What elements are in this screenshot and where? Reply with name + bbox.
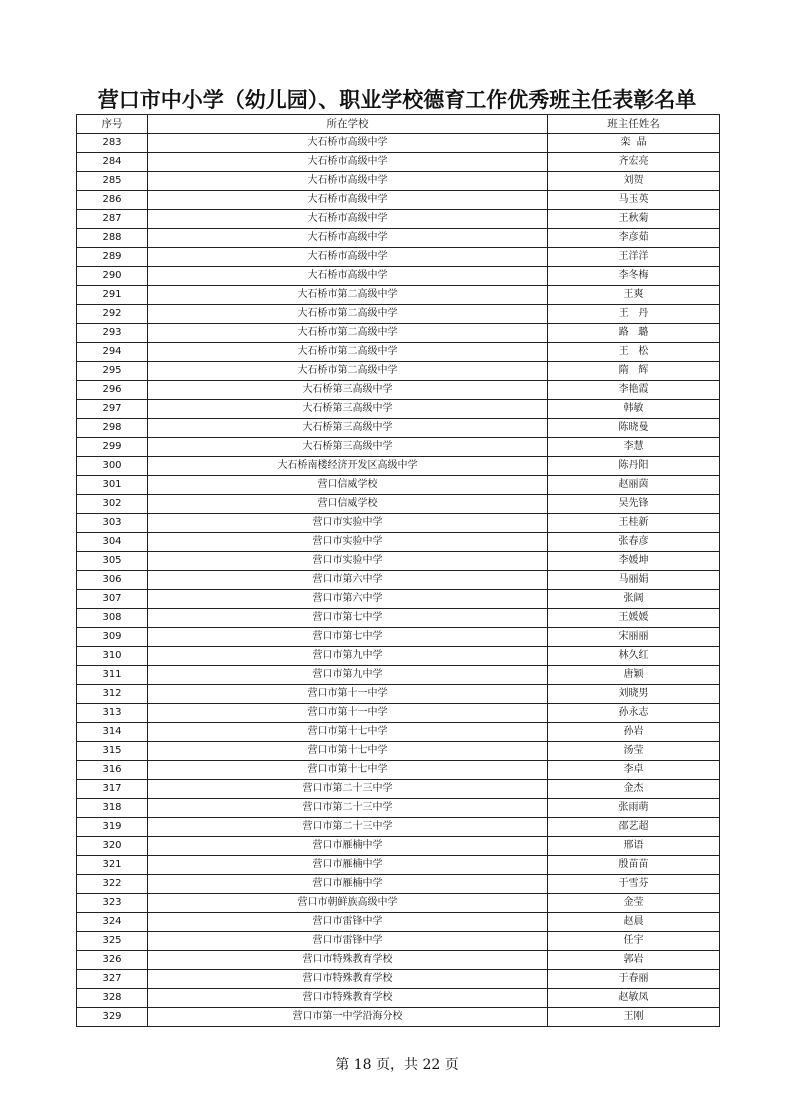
- cell-school: 大石桥市第二高级中学: [148, 362, 548, 381]
- cell-school: 营口信威学校: [148, 476, 548, 495]
- cell-teacher-name: 马丽娟: [548, 571, 720, 590]
- table-row: [77, 153, 720, 172]
- cell-teacher-name: 吴先锋: [548, 495, 720, 514]
- cell-teacher-name: 马玉英: [548, 191, 720, 210]
- cell-index: 325: [77, 932, 148, 951]
- cell-school: 营口市第九中学: [148, 666, 548, 685]
- cell-teacher-name: 王爽: [548, 286, 720, 305]
- cell-school: 大石桥第三高级中学: [148, 400, 548, 419]
- cell-index: 284: [77, 153, 148, 172]
- cell-index: 313: [77, 704, 148, 723]
- cell-school: 营口市第一中学沿海分校: [148, 1008, 548, 1027]
- cell-teacher-name: 王 松: [548, 343, 720, 362]
- cell-school: 营口市第二十三中学: [148, 780, 548, 799]
- cell-teacher-name: 孙岩: [548, 723, 720, 742]
- cell-school: 营口市特殊教育学校: [148, 970, 548, 989]
- table-row: [77, 191, 720, 210]
- cell-index: 324: [77, 913, 148, 932]
- table-row: [77, 362, 720, 381]
- cell-teacher-name: 张雨萌: [548, 799, 720, 818]
- cell-teacher-name: 殷苗苗: [548, 856, 720, 875]
- cell-index: 291: [77, 286, 148, 305]
- cell-index: 293: [77, 324, 148, 343]
- cell-teacher-name: 王 丹: [548, 305, 720, 324]
- table-row: [77, 856, 720, 875]
- cell-index: 287: [77, 210, 148, 229]
- table-row: [77, 685, 720, 704]
- cell-index: 285: [77, 172, 148, 191]
- table-row: [77, 799, 720, 818]
- cell-school: 营口市朝鲜族高级中学: [148, 894, 548, 913]
- cell-school: 营口市第七中学: [148, 628, 548, 647]
- cell-index: 306: [77, 571, 148, 590]
- table-row: [77, 742, 720, 761]
- cell-school: 大石桥市高级中学: [148, 229, 548, 248]
- table-row: [77, 875, 720, 894]
- cell-index: 301: [77, 476, 148, 495]
- cell-index: 307: [77, 590, 148, 609]
- cell-index: 288: [77, 229, 148, 248]
- cell-index: 311: [77, 666, 148, 685]
- cell-teacher-name: 栾 晶: [548, 134, 720, 153]
- cell-teacher-name: 于春丽: [548, 970, 720, 989]
- cell-index: 296: [77, 381, 148, 400]
- cell-school: 大石桥第三高级中学: [148, 419, 548, 438]
- cell-index: 294: [77, 343, 148, 362]
- cell-index: 298: [77, 419, 148, 438]
- cell-school: 营口市雁楠中学: [148, 875, 548, 894]
- cell-index: 323: [77, 894, 148, 913]
- table-row: [77, 438, 720, 457]
- cell-school: 营口市第十七中学: [148, 723, 548, 742]
- table-row: [77, 134, 720, 153]
- cell-teacher-name: 张春彦: [548, 533, 720, 552]
- cell-school: 大石桥市第二高级中学: [148, 286, 548, 305]
- cell-school: 营口市第十一中学: [148, 685, 548, 704]
- cell-school: 大石桥市高级中学: [148, 134, 548, 153]
- table-row: [77, 761, 720, 780]
- cell-school: 大石桥南楼经济开发区高级中学: [148, 457, 548, 476]
- cell-school: 大石桥市第二高级中学: [148, 343, 548, 362]
- cell-teacher-name: 李冬梅: [548, 267, 720, 286]
- cell-teacher-name: 李媛坤: [548, 552, 720, 571]
- cell-school: 大石桥市高级中学: [148, 210, 548, 229]
- cell-teacher-name: 王洋洋: [548, 248, 720, 267]
- cell-teacher-name: 王桂新: [548, 514, 720, 533]
- table-body: [77, 134, 720, 1027]
- cell-school: 营口市实验中学: [148, 552, 548, 571]
- table-row: [77, 609, 720, 628]
- cell-school: 大石桥市高级中学: [148, 267, 548, 286]
- cell-teacher-name: 邢语: [548, 837, 720, 856]
- table-row: [77, 666, 720, 685]
- table-row: [77, 210, 720, 229]
- cell-school: 营口市第十七中学: [148, 742, 548, 761]
- cell-school: 大石桥市高级中学: [148, 191, 548, 210]
- cell-teacher-name: 王媛媛: [548, 609, 720, 628]
- cell-index: 314: [77, 723, 148, 742]
- cell-teacher-name: 隋 辉: [548, 362, 720, 381]
- table-row: [77, 780, 720, 799]
- table-row: [77, 894, 720, 913]
- cell-school: 营口市第九中学: [148, 647, 548, 666]
- cell-teacher-name: 汤莹: [548, 742, 720, 761]
- table-row: [77, 324, 720, 343]
- cell-teacher-name: 郭岩: [548, 951, 720, 970]
- honor-roll-table: [76, 114, 720, 1027]
- cell-index: 319: [77, 818, 148, 837]
- table-row: [77, 514, 720, 533]
- table-header-row: [77, 115, 720, 134]
- cell-school: 大石桥市第二高级中学: [148, 324, 548, 343]
- cell-teacher-name: 金杰: [548, 780, 720, 799]
- cell-teacher-name: 王秋菊: [548, 210, 720, 229]
- table-row: [77, 571, 720, 590]
- cell-teacher-name: 赵丽茵: [548, 476, 720, 495]
- cell-teacher-name: 陈丹阳: [548, 457, 720, 476]
- cell-index: 312: [77, 685, 148, 704]
- cell-index: 297: [77, 400, 148, 419]
- cell-school: 大石桥市第二高级中学: [148, 305, 548, 324]
- cell-index: 303: [77, 514, 148, 533]
- cell-school: 营口市雁楠中学: [148, 837, 548, 856]
- cell-teacher-name: 李慧: [548, 438, 720, 457]
- cell-index: 299: [77, 438, 148, 457]
- table-row: [77, 286, 720, 305]
- cell-teacher-name: 李卓: [548, 761, 720, 780]
- cell-school: 大石桥市高级中学: [148, 248, 548, 267]
- cell-index: 289: [77, 248, 148, 267]
- table-row: [77, 476, 720, 495]
- table-row: [77, 970, 720, 989]
- cell-index: 292: [77, 305, 148, 324]
- cell-school: 大石桥第三高级中学: [148, 438, 548, 457]
- cell-index: 305: [77, 552, 148, 571]
- cell-teacher-name: 陈晓曼: [548, 419, 720, 438]
- table-row: [77, 400, 720, 419]
- table-row: [77, 229, 720, 248]
- cell-index: 315: [77, 742, 148, 761]
- cell-school: 营口市第十一中学: [148, 704, 548, 723]
- cell-index: 316: [77, 761, 148, 780]
- table-row: [77, 989, 720, 1008]
- table-row: [77, 305, 720, 324]
- table-row: [77, 419, 720, 438]
- table-row: [77, 1008, 720, 1027]
- table-row: [77, 647, 720, 666]
- cell-school: 营口市第十七中学: [148, 761, 548, 780]
- table-row: [77, 248, 720, 267]
- cell-school: 营口市第二十三中学: [148, 799, 548, 818]
- table-row: [77, 818, 720, 837]
- cell-teacher-name: 张阔: [548, 590, 720, 609]
- table-row: [77, 932, 720, 951]
- cell-teacher-name: 刘晓男: [548, 685, 720, 704]
- table-row: [77, 723, 720, 742]
- cell-index: 309: [77, 628, 148, 647]
- cell-index: 320: [77, 837, 148, 856]
- header-school: 所在学校: [148, 115, 548, 134]
- cell-school: 大石桥第三高级中学: [148, 381, 548, 400]
- table-row: [77, 628, 720, 647]
- cell-index: 322: [77, 875, 148, 894]
- cell-school: 营口信威学校: [148, 495, 548, 514]
- table-row: [77, 590, 720, 609]
- cell-index: 295: [77, 362, 148, 381]
- cell-school: 营口市雷锋中学: [148, 932, 548, 951]
- cell-school: 大石桥市高级中学: [148, 153, 548, 172]
- cell-index: 283: [77, 134, 148, 153]
- cell-school: 营口市实验中学: [148, 533, 548, 552]
- cell-teacher-name: 林久红: [548, 647, 720, 666]
- table-row: [77, 495, 720, 514]
- cell-school: 营口市雁楠中学: [148, 856, 548, 875]
- cell-teacher-name: 李彦茹: [548, 229, 720, 248]
- table-row: [77, 552, 720, 571]
- cell-school: 营口市雷锋中学: [148, 913, 548, 932]
- table-row: [77, 951, 720, 970]
- cell-index: 308: [77, 609, 148, 628]
- cell-teacher-name: 邵艺超: [548, 818, 720, 837]
- table-row: [77, 837, 720, 856]
- cell-index: 329: [77, 1008, 148, 1027]
- cell-teacher-name: 韩敏: [548, 400, 720, 419]
- header-index: 序号: [77, 115, 148, 134]
- cell-teacher-name: 齐宏亮: [548, 153, 720, 172]
- table-row: [77, 457, 720, 476]
- cell-teacher-name: 赵晨: [548, 913, 720, 932]
- cell-index: 318: [77, 799, 148, 818]
- cell-teacher-name: 于雪芬: [548, 875, 720, 894]
- cell-teacher-name: 孙永志: [548, 704, 720, 723]
- table-row: [77, 172, 720, 191]
- cell-teacher-name: 王刚: [548, 1008, 720, 1027]
- cell-school: 营口市第六中学: [148, 571, 548, 590]
- cell-index: 327: [77, 970, 148, 989]
- table-row: [77, 343, 720, 362]
- table-row: [77, 267, 720, 286]
- cell-school: 营口市第七中学: [148, 609, 548, 628]
- table-row: [77, 913, 720, 932]
- cell-teacher-name: 宋丽丽: [548, 628, 720, 647]
- cell-teacher-name: 任宇: [548, 932, 720, 951]
- cell-index: 286: [77, 191, 148, 210]
- cell-index: 310: [77, 647, 148, 666]
- cell-teacher-name: 刘贺: [548, 172, 720, 191]
- cell-school: 营口市特殊教育学校: [148, 951, 548, 970]
- table-row: [77, 704, 720, 723]
- cell-index: 304: [77, 533, 148, 552]
- cell-index: 290: [77, 267, 148, 286]
- table-row: [77, 533, 720, 552]
- page-title: 营口市中小学（幼儿园）、职业学校德育工作优秀班主任表彰名单: [97, 87, 697, 112]
- table-row: [77, 381, 720, 400]
- cell-index: 302: [77, 495, 148, 514]
- cell-school: 大石桥市高级中学: [148, 172, 548, 191]
- cell-school: 营口市第六中学: [148, 590, 548, 609]
- cell-school: 营口市实验中学: [148, 514, 548, 533]
- cell-teacher-name: 路 璐: [548, 324, 720, 343]
- cell-school: 营口市特殊教育学校: [148, 989, 548, 1008]
- header-teacher-name: 班主任姓名: [548, 115, 720, 134]
- cell-index: 328: [77, 989, 148, 1008]
- cell-index: 300: [77, 457, 148, 476]
- cell-teacher-name: 赵敏凤: [548, 989, 720, 1008]
- cell-teacher-name: 金莹: [548, 894, 720, 913]
- cell-index: 321: [77, 856, 148, 875]
- page-footer: 第 18 页，共 22 页: [335, 1057, 459, 1073]
- cell-school: 营口市第二十三中学: [148, 818, 548, 837]
- cell-index: 317: [77, 780, 148, 799]
- cell-index: 326: [77, 951, 148, 970]
- cell-teacher-name: 李艳霞: [548, 381, 720, 400]
- cell-teacher-name: 唐颖: [548, 666, 720, 685]
